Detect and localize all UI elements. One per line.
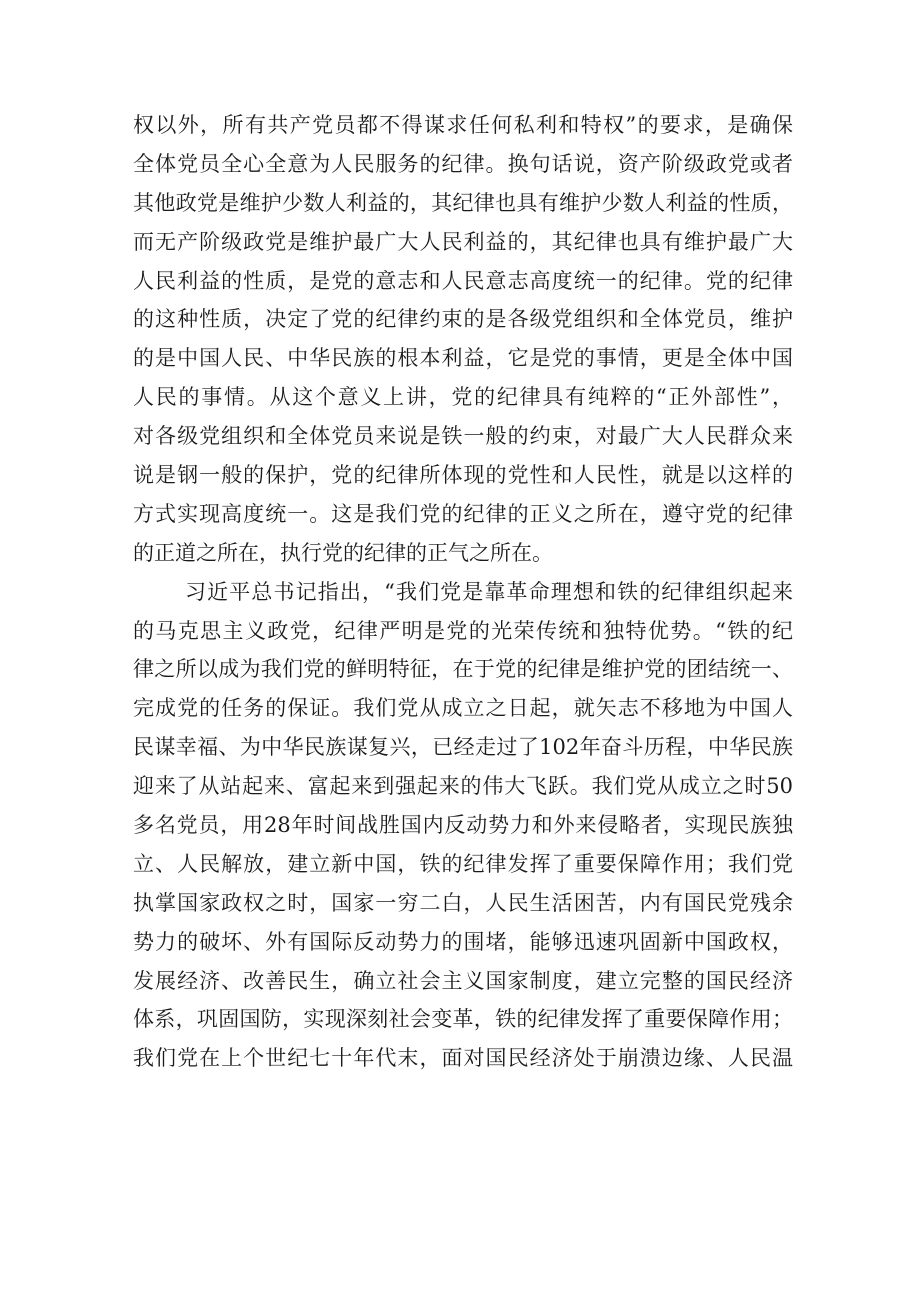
- text-line: 的正道之所在，执行党的纪律的正气之所在。: [133, 540, 553, 565]
- text-line: 对各级党组织和全体党员来说是铁一般的约束，对最广大人民群众来: [133, 424, 793, 449]
- text-line: 全体党员全心全意为人民服务的纪律。换句话说，资产阶级政党或者: [133, 151, 793, 176]
- text-line: 体系，巩固国防，实现深刻社会变革，铁的纪律发挥了重要保障作用；: [133, 1007, 793, 1032]
- text-line: 立、人民解放，建立新中国，铁的纪律发挥了重要保障作用；我们党: [133, 851, 793, 876]
- text-line: 迎来了从站起来、富起来到强起来的伟大飞跃。我们党从成立之时50: [133, 774, 793, 799]
- body-text: [133, 106, 793, 1078]
- text-line: 权以外，所有共产党员都不得谋求任何私利和特权”的要求，是确保: [133, 113, 793, 137]
- text-line: 的这种性质，决定了党的纪律约束的是各级党组织和全体党员，维护: [133, 307, 793, 332]
- text-line: 而无产阶级政党是维护最广大人民利益的，其纪律也具有维护最广大: [133, 229, 793, 254]
- text-line: 习近平总书记指出，“我们党是靠革命理想和铁的纪律组织起来: [185, 579, 793, 604]
- text-line: 完成党的任务的保证。我们党从成立之日起，就矢志不移地为中国人: [133, 696, 793, 721]
- text-line: 的马克思主义政党，纪律严明是党的光荣传统和独特优势。“铁的纪: [133, 618, 793, 643]
- text-line: 我们党在上个世纪七十年代末，面对国民经济处于崩溃边缘、人民温: [133, 1046, 793, 1071]
- text-line: 势力的破坏、外有国际反动势力的围堵，能够迅速巩固新中国政权，: [133, 929, 793, 954]
- text-line: 的是中国人民、中华民族的根本利益，它是党的事情，更是全体中国: [133, 346, 793, 371]
- text-line: 执掌国家政权之时，国家一穷二白，人民生活困苦，内有国民党残余: [133, 890, 793, 915]
- text-line: 民谋幸福、为中华民族谋复兴，已经走过了102年奋斗历程，中华民族: [133, 735, 793, 760]
- text-line: 方式实现高度统一。这是我们党的纪律的正义之所在，遵守党的纪律: [133, 501, 793, 526]
- text-line: 人民的事情。从这个意义上讲，党的纪律具有纯粹的“正外部性”，: [133, 385, 793, 410]
- text-line: 其他政党是维护少数人利益的，其纪律也具有维护少数人利益的性质，: [133, 190, 793, 215]
- text-line: 人民利益的性质，是党的意志和人民意志高度统一的纪律。党的纪律: [133, 268, 793, 293]
- text-line: 多名党员，用28年时间战胜国内反动势力和外来侵略者，实现民族独: [133, 813, 793, 838]
- text-line: 发展经济、改善民生，确立社会主义国家制度，建立完整的国民经济: [133, 968, 793, 993]
- text-line: 说是钢一般的保护，党的纪律所体现的党性和人民性，就是以这样的: [133, 463, 793, 488]
- text-line: 律之所以成为我们党的鲜明特征，在于党的纪律是维护党的团结统一、: [133, 657, 793, 682]
